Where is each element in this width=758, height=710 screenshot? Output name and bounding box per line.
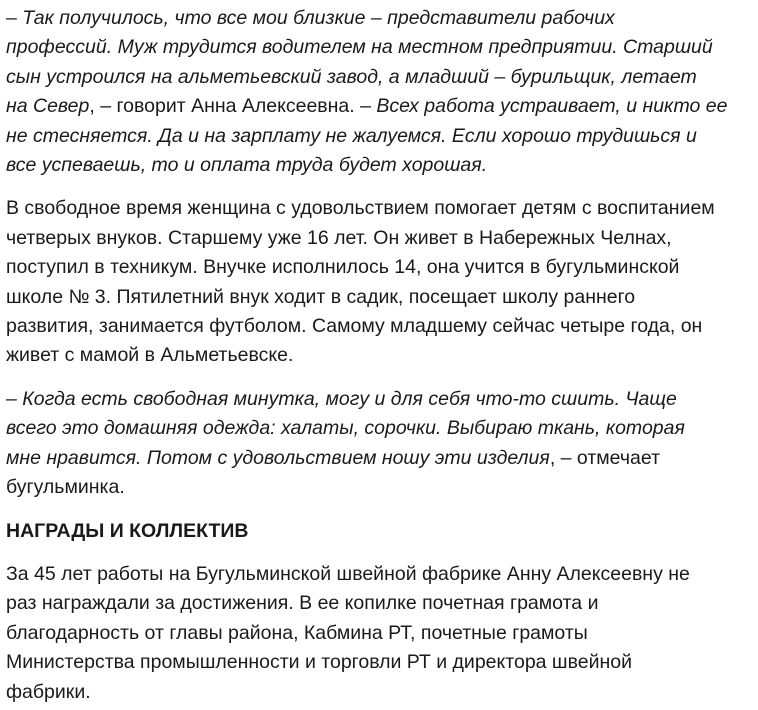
paragraph-spacer	[6, 180, 758, 194]
section-heading: НАГРАДЫ И КОЛЛЕКТИВ	[6, 519, 249, 542]
quote-paragraph-family	[6, 4, 758, 180]
paragraph-spacer	[6, 371, 758, 385]
quote-paragraph-sewing	[6, 385, 758, 503]
text-line: За 45 лет работы на Бугульминской швейной фабрике Анну Алексеевну не	[6, 562, 690, 585]
text-line	[6, 92, 758, 121]
text-line: – Когда есть свободная минутка, могу и для себя что-то сшить. Чаще	[6, 387, 677, 410]
text-line: развития, занимается футболом. Самому младшему сейчас четыре года, он	[6, 315, 703, 338]
text-line	[6, 444, 758, 473]
attribution-fragment: , – отмечает	[549, 446, 660, 469]
text-line: В свободное время женщина с удовольствием помогает детям с воспитанием	[6, 197, 715, 220]
quote-fragment: на Север	[6, 95, 90, 118]
text-line: школе № 3. Пятилетний внук ходит в садик, посещает школу раннего	[6, 285, 636, 308]
paragraph-spacer	[6, 503, 758, 517]
attribution-fragment: , – говорит Анна Алексеевна. –	[89, 95, 377, 118]
text-line: бугульминка.	[6, 476, 125, 499]
text-line: не стесняется. Да и на зарплату не жалуемся. Если хорошо трудишься и	[6, 124, 697, 147]
quote-fragment: мне нравится. Потом с удовольствием ношу эти изделия	[6, 446, 550, 469]
text-line: фабрики.	[6, 680, 91, 703]
text-line: Министерства промышленности и торговли РТ и директора швейной	[6, 651, 632, 674]
paragraph-spacer	[6, 546, 758, 560]
text-line: благодарность от главы района, Кабмина РТ, почетные грамоты	[6, 621, 588, 644]
text-line: – Так получилось, что все мои близкие – представители рабочих	[6, 7, 615, 29]
text-line: поступил в техникум. Внучке исполнилось 14, она учится в бугульминской	[6, 256, 680, 279]
quote-fragment: Всех работа устраивает, и никто ее	[376, 95, 728, 118]
text-line: раз награждали за достижения. В ее копилке почетная грамота и	[6, 592, 599, 615]
text-line: сын устроился на альметьевский завод, а младший – бурильщик, летает	[6, 65, 697, 88]
paragraph-grandchildren	[6, 194, 758, 370]
text-line: все успеваешь, то и оплата труда будет хорошая.	[6, 154, 488, 177]
text-line: живет с мамой в Альметьевске.	[6, 344, 294, 367]
paragraph-awards	[6, 560, 758, 707]
text-line: четверых внуков. Старшему уже 16 лет. Он живет в Набережных Челнах,	[6, 226, 672, 249]
text-line: всего это домашняя одежда: халаты, сорочки. Выбираю ткань, которая	[6, 417, 685, 440]
text-line: профессий. Муж трудится водителем на местном предприятии. Старший	[6, 36, 713, 59]
